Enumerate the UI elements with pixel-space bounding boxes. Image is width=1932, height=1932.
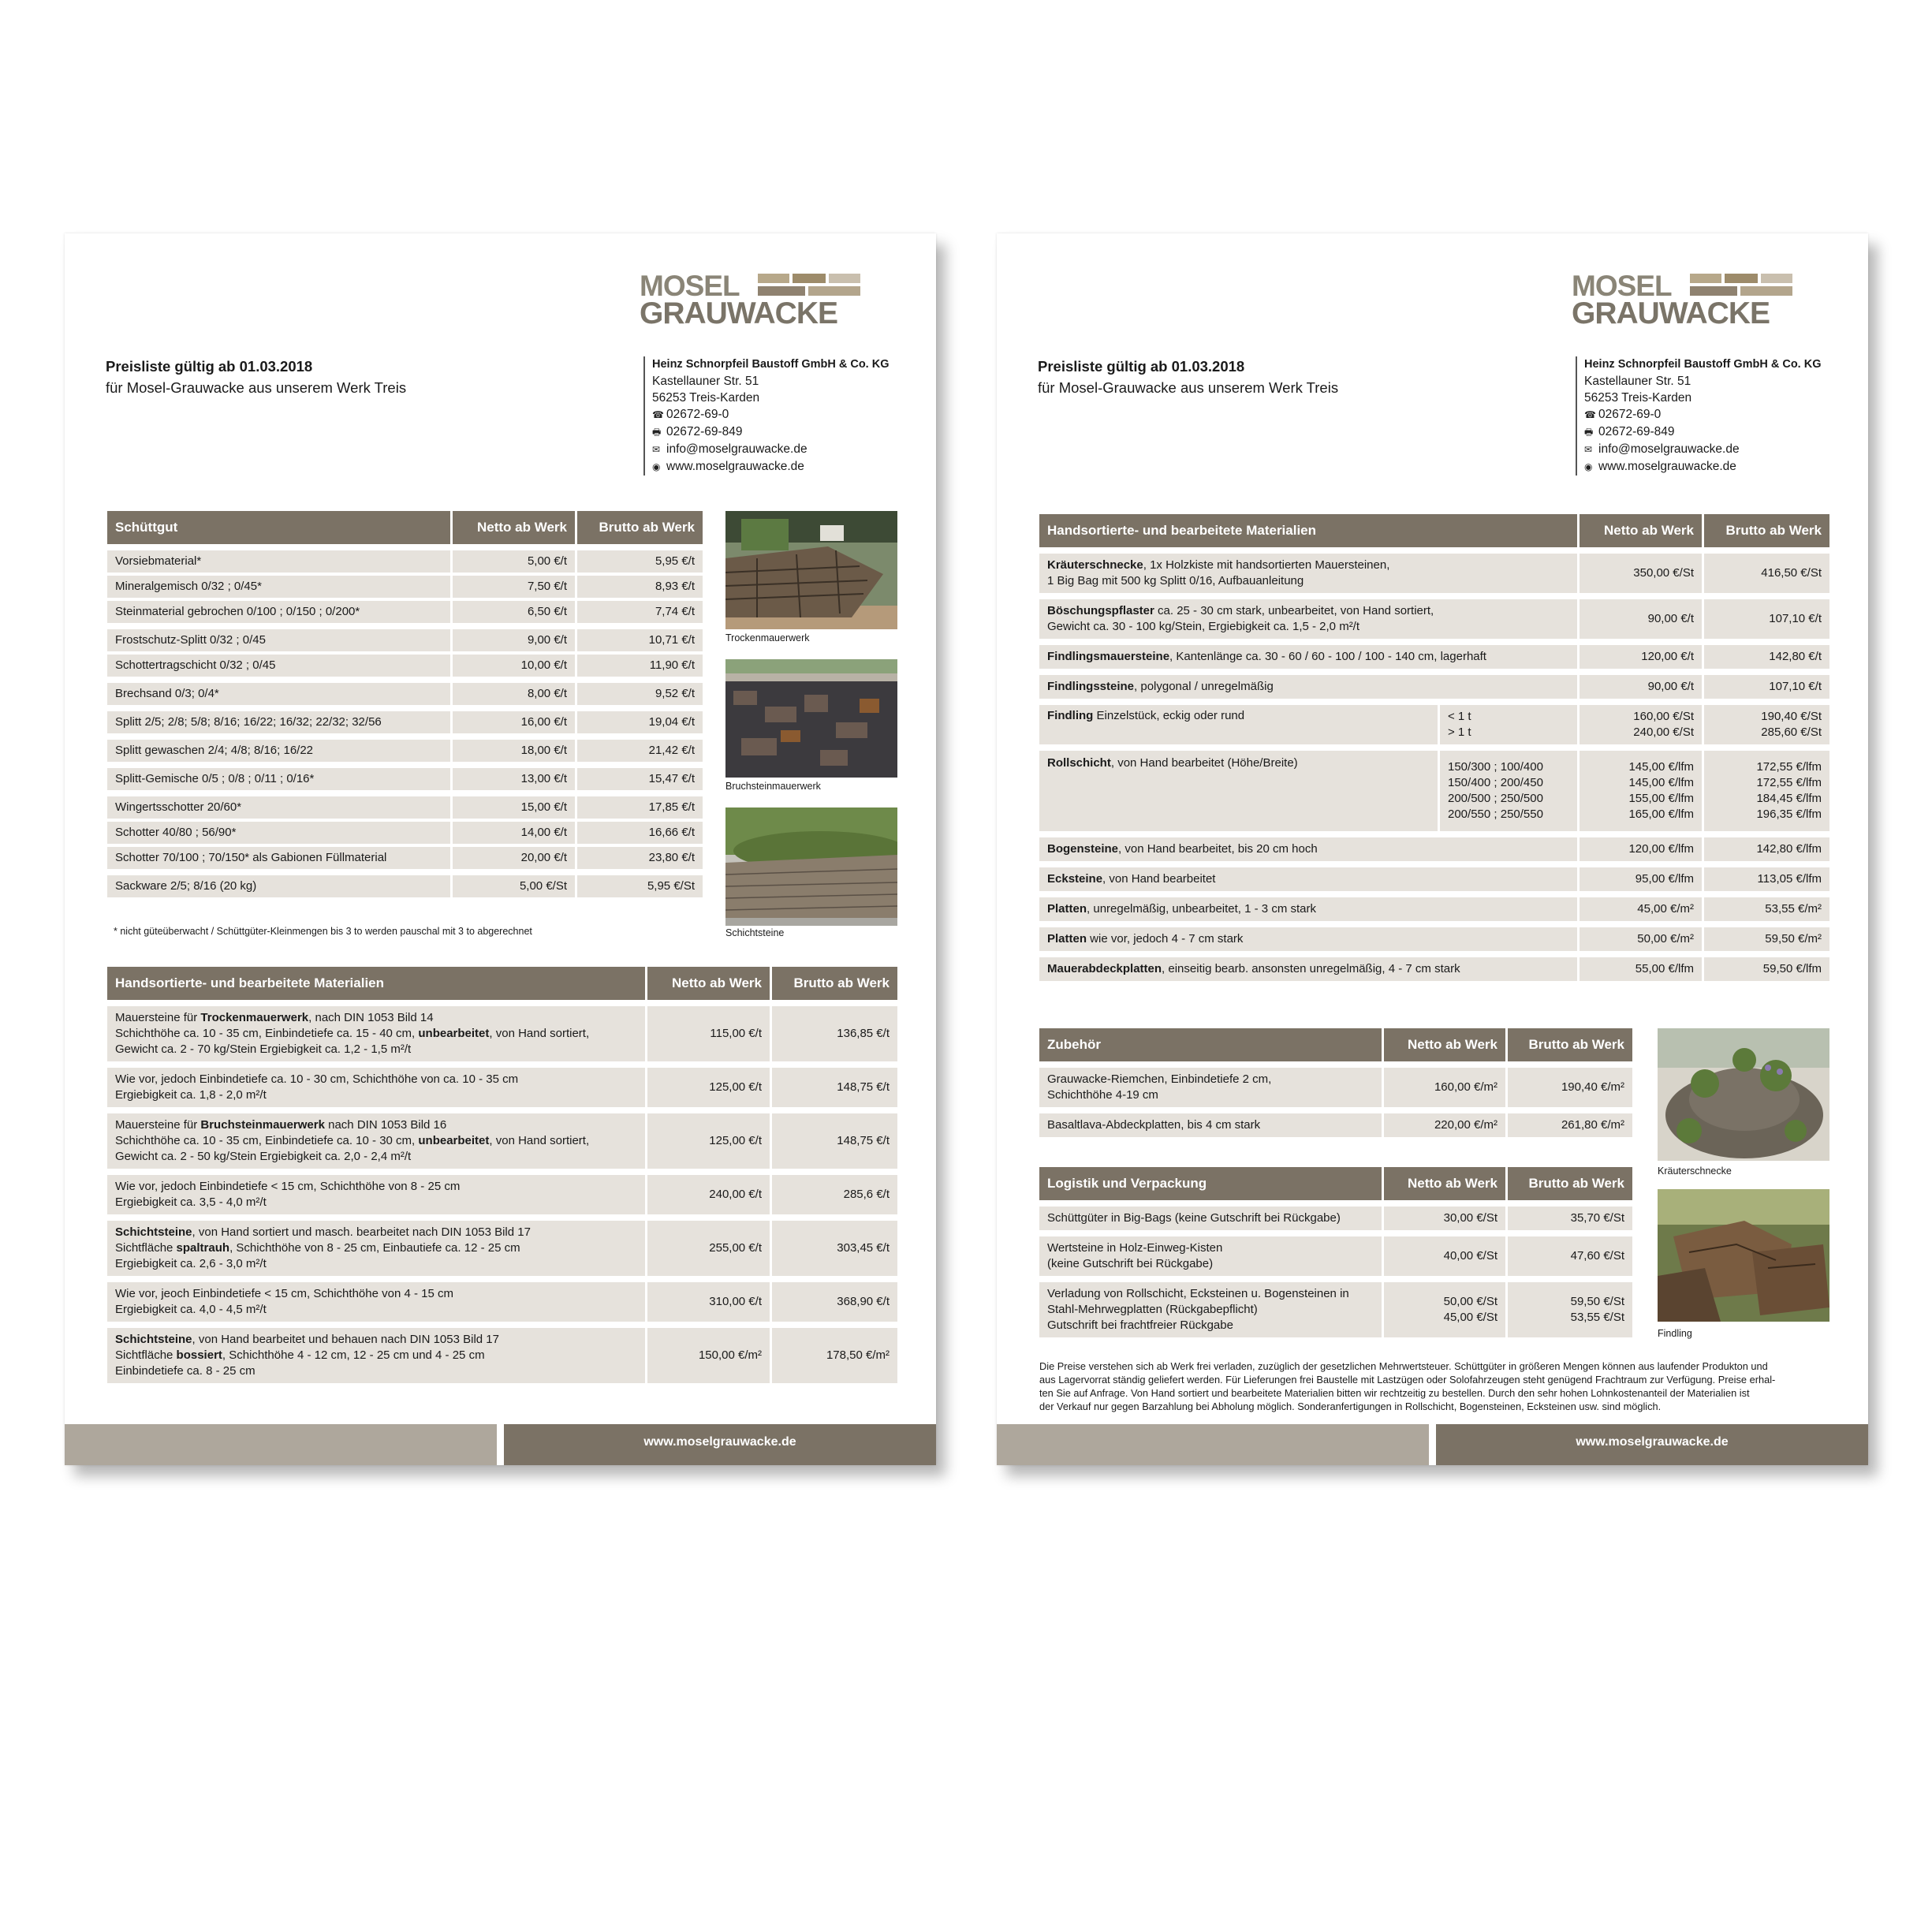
net-price-cell: 10,00 €/t <box>453 655 577 677</box>
col-header-net: Netto ab Werk <box>1580 514 1704 547</box>
table-row: Findlingssteine, polygonal / unregelmäßig 90,00 €/t 107,10 €/t <box>1039 675 1829 699</box>
address-street: Kastellauner Str. 51 <box>1584 375 1691 388</box>
address-city: 56253 Treis-Karden <box>1584 391 1692 405</box>
item-cell: Wingertsschotter 20/60* <box>107 796 453 819</box>
gross-price-cell: 5,95 €/St <box>577 875 703 897</box>
table-row <box>107 655 703 677</box>
net-price-cell: 14,00 €/t <box>453 822 577 844</box>
web-link[interactable]: www.moselgrauwacke.de <box>666 460 804 473</box>
page-title: Preisliste gültig ab 01.03.2018 <box>1038 358 1245 375</box>
photo-kraeuterschnecke <box>1658 1028 1829 1161</box>
phone-number: 02672-69-0 <box>1598 408 1662 421</box>
table-row: Findlingsmauersteine, Kantenlänge ca. 30 - 60 / 60 - 100 / 100 - 140 cm, lagerhaft 120,00 €/t 142,80 €/t <box>1039 645 1829 669</box>
zubehoer-table <box>1039 1028 1632 1137</box>
fax-icon: 🖶 <box>1584 427 1594 438</box>
table-row: Mauerabdeckplatten, einseitig bearb. ansonsten unregelmäßig, 4 - 7 cm stark 55,00 €/lfm 59,50 €/lfm <box>1039 957 1829 981</box>
logo-grauwacke-text: GRAUWACKE <box>640 297 837 330</box>
item-cell: Sackware 2/5; 8/16 (20 kg) <box>107 875 453 897</box>
gross-price-cell: 9,52 €/t <box>577 683 703 705</box>
item-cell: Steinmaterial gebrochen 0/100 ; 0/150 ; 0/200* <box>107 601 453 623</box>
table-row: Böschungspflaster ca. 25 - 30 cm stark, unbearbeitet, von Hand sortiert, Gewicht ca. 30 - 100 kg/Stein, Ergiebigkeit ca. 1,5 - 2,0 m²/t 90,00 €/t 107,10 €/t <box>1039 599 1829 639</box>
materials-table-page1 <box>107 967 897 1383</box>
gross-price-cell: 5,95 €/t <box>577 550 703 573</box>
table-row: Kräuterschnecke, 1x Holzkiste mit handsortierten Mauersteinen, 1 Big Bag mit 500 kg Splitt 0/16, Aufbauanleitung 350,00 €/St 416,50 €/St <box>1039 554 1829 593</box>
address-block <box>1576 356 1844 476</box>
table-row: Platten, unregelmäßig, unbearbeitet, 1 - 3 cm stark 45,00 €/m² 53,55 €/m² <box>1039 897 1829 921</box>
fax-icon: 🖶 <box>652 427 662 438</box>
table-row: Schichtsteine, von Hand sortiert und masch. bearbeitet nach DIN 1053 Bild 17 Sichtfläche spaltrauh, Schichthöhe von 8 - 25 cm, Einbautiefe ca. 12 - 25 cm Ergiebigkeit ca. 2,6 - 3,0 m²/t 255,00 €/t 303,45 €/t <box>107 1221 897 1276</box>
table-row <box>107 822 703 844</box>
address-block <box>643 356 912 476</box>
materials-table-page2 <box>1039 514 1829 981</box>
net-price-cell: 6,50 €/t <box>453 601 577 623</box>
price-list-page-1 <box>65 233 936 1465</box>
net-price-cell: 13,00 €/t <box>453 768 577 790</box>
gross-price-cell: 17,85 €/t <box>577 796 703 819</box>
table-row: Mauersteine für Trockenmauerwerk, nach DIN 1053 Bild 14 Schichthöhe ca. 10 - 35 cm, Einbindetiefe ca. 15 - 40 cm, unbearbeitet, von Hand sortiert, Gewicht ca. 2 - 70 kg/Stein Ergiebigkeit ca. 1,2 - 1,5 m²/t 115,00 €/t 136,85 €/t <box>107 1006 897 1061</box>
col-header-net: Netto ab Werk <box>453 511 577 544</box>
schuettgut-table <box>107 511 703 897</box>
item-cell: Schotter 70/100 ; 70/150* als Gabionen Füllmaterial <box>107 847 453 869</box>
table-row: Verladung von Rollschicht, Ecksteinen u. Bogensteinen in Stahl-Mehrwegplatten (Rückgabepflicht) Gutschrift bei frachtfreier Rückgabe 50,00 €/St 45,00 €/St 59,50 €/St 53,55 €/St <box>1039 1282 1632 1337</box>
table-row: Ecksteine, von Hand bearbeitet 95,00 €/lfm 113,05 €/lfm <box>1039 867 1829 891</box>
photo-schichtsteine <box>725 807 897 926</box>
col-header-item: Zubehör <box>1039 1028 1384 1061</box>
item-cell: Schotter 40/80 ; 56/90* <box>107 822 453 844</box>
footer-website-link[interactable]: www.moselgrauwacke.de <box>1436 1424 1868 1465</box>
table-row <box>107 601 703 623</box>
caption-kraeuterschnecke: Kräuterschnecke <box>1658 1166 1732 1177</box>
gross-price-cell: 7,74 €/t <box>577 601 703 623</box>
item-cell: Vorsiebmaterial* <box>107 550 453 573</box>
company-logo <box>1572 271 1792 328</box>
page-title: Preisliste gültig ab 01.03.2018 <box>106 358 313 375</box>
address-street: Kastellauner Str. 51 <box>652 375 759 388</box>
table-row: Platten wie vor, jedoch 4 - 7 cm stark 50,00 €/m² 59,50 €/m² <box>1039 927 1829 951</box>
col-header-gross: Brutto ab Werk <box>577 511 703 544</box>
item-cell: Frostschutz-Splitt 0/32 ; 0/45 <box>107 629 453 651</box>
col-header-item: Handsortierte- und bearbeitete Materialien <box>1039 514 1580 547</box>
table-row: Mauersteine für Bruchsteinmauerwerk nach DIN 1053 Bild 16 Schichthöhe ca. 10 - 35 cm, Einbindetiefe ca. 10 - 30 cm, unbearbeitet, von Hand sortiert, Gewicht ca. 2 - 50 kg/Stein Ergiebigkeit ca. 2,0 - 2,4 m²/t 125,00 €/t 148,75 €/t <box>107 1113 897 1169</box>
email-link[interactable]: info@moselgrauwacke.de <box>1598 442 1740 456</box>
item-cell: Brechsand 0/3; 0/4* <box>107 683 453 705</box>
logo-grauwacke-text: GRAUWACKE <box>1572 297 1770 330</box>
page-subtitle: für Mosel-Grauwacke aus unserem Werk Treis <box>1038 379 1339 396</box>
email-link[interactable]: info@moselgrauwacke.de <box>666 442 807 456</box>
phone-icon: ☎ <box>1584 409 1596 420</box>
table-row <box>107 875 703 897</box>
company-logo <box>640 271 860 328</box>
gross-price-cell: 15,47 €/t <box>577 768 703 790</box>
net-price-cell: 15,00 €/t <box>453 796 577 819</box>
gross-price-cell: 11,90 €/t <box>577 655 703 677</box>
logo-bricks-icon <box>758 274 862 297</box>
item-cell: Splitt gewaschen 2/4; 4/8; 8/16; 16/22 <box>107 740 453 762</box>
gross-price-cell: 10,71 €/t <box>577 629 703 651</box>
caption-trockenmauerwerk: Trockenmauerwerk <box>725 632 810 643</box>
company-name: Heinz Schnorpfeil Baustoff GmbH & Co. KG <box>1584 358 1822 371</box>
phone-number: 02672-69-0 <box>666 408 729 421</box>
table-row: Basaltlava-Abdeckplatten, bis 4 cm stark 220,00 €/m² 261,80 €/m² <box>1039 1113 1632 1137</box>
table-row: Wie vor, jedoch Einbindetiefe < 15 cm, Schichthöhe von 8 - 25 cm Ergiebigkeit ca. 3,5 - 4,0 m²/t 240,00 €/t 285,6 €/t <box>107 1175 897 1214</box>
table-row: Wie vor, jedoch Einbindetiefe ca. 10 - 30 cm, Schichthöhe von ca. 10 - 35 cm Ergiebigkeit ca. 1,8 - 2,0 m²/t 125,00 €/t 148,75 €/t <box>107 1068 897 1107</box>
item-cell: Schottertragschicht 0/32 ; 0/45 <box>107 655 453 677</box>
company-name: Heinz Schnorpfeil Baustoff GmbH & Co. KG <box>652 358 890 371</box>
schuettgut-note: * nicht güteüberwacht / Schüttgüter-Kleinmengen bis 3 to werden pauschal mit 3 to abgerechnet <box>114 926 532 937</box>
col-header-item: Handsortierte- und bearbeitete Materialien <box>107 967 647 1000</box>
logo-mosel-text: MOSEL <box>640 270 740 302</box>
col-header-gross: Brutto ab Werk <box>1508 1028 1632 1061</box>
caption-findling: Findling <box>1658 1328 1692 1339</box>
table-row <box>107 683 703 705</box>
col-header-net: Netto ab Werk <box>647 967 772 1000</box>
table-row <box>107 768 703 790</box>
col-header-gross: Brutto ab Werk <box>772 967 897 1000</box>
photo-findling <box>1658 1189 1829 1322</box>
web-icon: ◉ <box>652 461 661 472</box>
table-row: Bogensteine, von Hand bearbeitet, bis 20 cm hoch 120,00 €/lfm 142,80 €/lfm <box>1039 837 1829 861</box>
address-city: 56253 Treis-Karden <box>652 391 760 405</box>
table-row: Rollschicht, von Hand bearbeitet (Höhe/Breite) 150/300 ; 100/400 150/400 ; 200/450 200/500 ; 250/500 200/550 ; 250/550 145,00 €/lfm 145,00 €/lfm 155,00 €/lfm 165,00 €/lfm 172,55 €/lfm 172,55 €/lfm 184,45 €/lfm 196,35 €/lfm <box>1039 751 1829 831</box>
net-price-cell: 7,50 €/t <box>453 576 577 598</box>
table-row <box>107 711 703 733</box>
col-header-net: Netto ab Werk <box>1384 1167 1508 1200</box>
footer-bar-left <box>65 1424 497 1465</box>
col-header-gross: Brutto ab Werk <box>1704 514 1829 547</box>
net-price-cell: 8,00 €/t <box>453 683 577 705</box>
net-price-cell: 5,00 €/St <box>453 875 577 897</box>
caption-schichtsteine: Schichtsteine <box>725 927 785 938</box>
photo-trockenmauerwerk <box>725 511 897 629</box>
net-price-cell: 20,00 €/t <box>453 847 577 869</box>
table-row <box>107 629 703 651</box>
logistik-table <box>1039 1167 1632 1337</box>
table-row: Findling Einzelstück, eckig oder rund < 1 t > 1 t 160,00 €/St 240,00 €/St 190,40 €/St 285,60 €/St <box>1039 705 1829 744</box>
fax-number: 02672-69-849 <box>666 425 743 438</box>
item-cell: Splitt 2/5; 2/8; 5/8; 8/16; 16/22; 16/32; 22/32; 32/56 <box>107 711 453 733</box>
table-row: Grauwacke-Riemchen, Einbindetiefe 2 cm, Schichthöhe 4-19 cm 160,00 €/m² 190,40 €/m² <box>1039 1068 1632 1107</box>
col-header-net: Netto ab Werk <box>1384 1028 1508 1061</box>
col-header-item: Logistik und Verpackung <box>1039 1167 1384 1200</box>
caption-bruchsteinmauerwerk: Bruchsteinmauerwerk <box>725 781 821 792</box>
gross-price-cell: 21,42 €/t <box>577 740 703 762</box>
web-icon: ◉ <box>1584 461 1593 472</box>
table-row <box>107 740 703 762</box>
phone-icon: ☎ <box>652 409 664 420</box>
item-cell: Splitt-Gemische 0/5 ; 0/8 ; 0/11 ; 0/16* <box>107 768 453 790</box>
gross-price-cell: 23,80 €/t <box>577 847 703 869</box>
item-cell: Mineralgemisch 0/32 ; 0/45* <box>107 576 453 598</box>
table-row <box>107 576 703 598</box>
gross-price-cell: 19,04 €/t <box>577 711 703 733</box>
footer-bar-left <box>997 1424 1429 1465</box>
table-row: Wie vor, jeoch Einbindetiefe < 15 cm, Schichthöhe von 4 - 15 cm Ergiebigkeit ca. 4,0 - 4,5 m²/t 310,00 €/t 368,90 €/t <box>107 1282 897 1322</box>
net-price-cell: 5,00 €/t <box>453 550 577 573</box>
logo-mosel-text: MOSEL <box>1572 270 1672 302</box>
col-header-item: Schüttgut <box>107 511 453 544</box>
table-row <box>107 550 703 573</box>
net-price-cell: 16,00 €/t <box>453 711 577 733</box>
terms-footnote: Die Preise verstehen sich ab Werk frei verladen, zuzüglich der gesetzlichen Mehrwertsteuer. Schüttgüter in größeren Mengen können aus laufender Produkton und aus Lagervorrat ständig geliefert werden. Für Lieferungen frei Baustelle mit Lastzügen oder Solofahrzeugen steht genügend Frachtraum zur Verfügung. Preise erhal- ten Sie auf Anfrage. Von Hand sortiert und bearbeitete Materialien bitten wir rechtzeitig zu bestellen. Durch den sehr hohen Lohnkostenanteil der Materialien ist der Verkauf nur gegen Barzahlung bei Abholung möglich. Sonderanfertigungen in Rollschicht, Bogensteinen, Ecksteinen usw. sind möglich. <box>1039 1360 1776 1412</box>
net-price-cell: 9,00 €/t <box>453 629 577 651</box>
photo-bruchsteinmauerwerk <box>725 659 897 778</box>
table-row: Wertsteine in Holz-Einweg-Kisten (keine Gutschrift bei Rückgabe) 40,00 €/St 47,60 €/St <box>1039 1236 1632 1276</box>
web-link[interactable]: www.moselgrauwacke.de <box>1598 460 1736 473</box>
table-row: Schüttgüter in Big-Bags (keine Gutschrift bei Rückgabe) 30,00 €/St 35,70 €/St <box>1039 1207 1632 1230</box>
price-list-page-2 <box>997 233 1868 1465</box>
mail-icon: ✉ <box>1584 444 1593 455</box>
table-row <box>107 847 703 869</box>
net-price-cell: 18,00 €/t <box>453 740 577 762</box>
col-header-gross: Brutto ab Werk <box>1508 1167 1632 1200</box>
table-row <box>107 796 703 819</box>
mail-icon: ✉ <box>652 444 661 455</box>
table-row: Schichtsteine, von Hand bearbeitet und behauen nach DIN 1053 Bild 17 Sichtfläche bossiert, Schichthöhe 4 - 12 cm, 12 - 25 cm und 4 - 25 cm Einbindetiefe ca. 8 - 25 cm 150,00 €/m² 178,50 €/m² <box>107 1328 897 1383</box>
gross-price-cell: 8,93 €/t <box>577 576 703 598</box>
fax-number: 02672-69-849 <box>1598 425 1675 438</box>
gross-price-cell: 16,66 €/t <box>577 822 703 844</box>
page-subtitle: für Mosel-Grauwacke aus unserem Werk Treis <box>106 379 407 396</box>
logo-bricks-icon <box>1690 274 1794 297</box>
footer-website-link[interactable]: www.moselgrauwacke.de <box>504 1424 936 1465</box>
